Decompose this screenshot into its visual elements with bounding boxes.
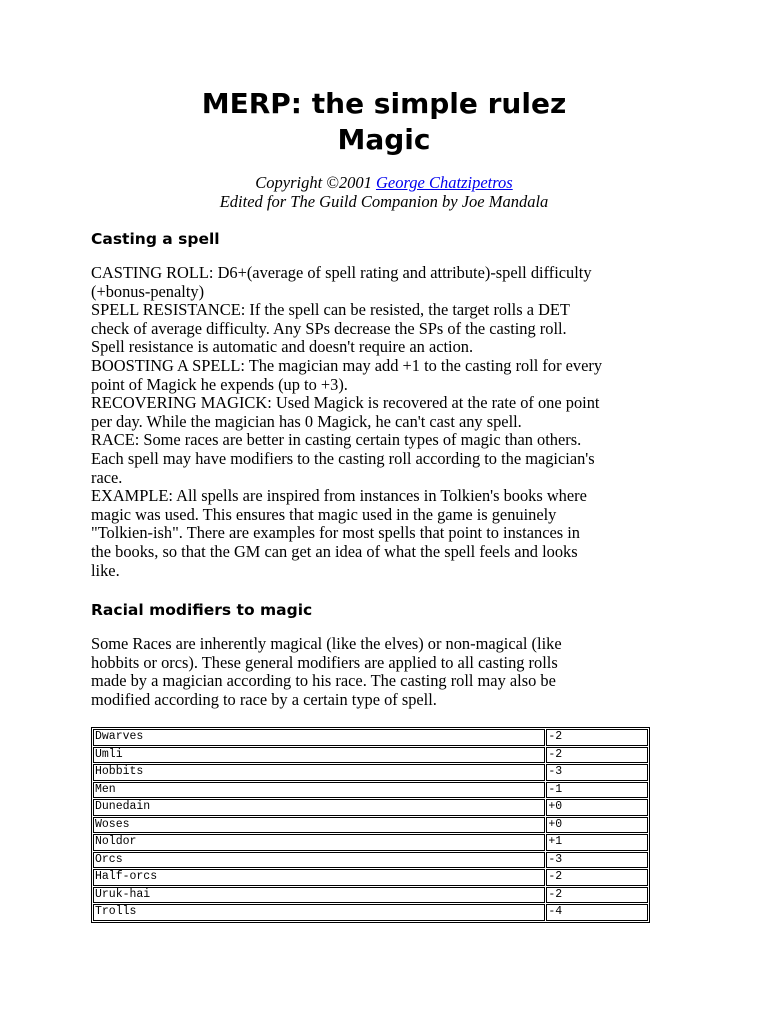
race-cell: Umli [93,747,545,764]
race-cell: Hobbits [93,764,545,781]
race-cell: Trolls [93,904,545,921]
page-title: MERP: the simple rulez [201,87,567,120]
table-row [93,869,648,886]
table-row [93,852,648,869]
text-line: Each spell may have modifiers to the casting roll according to the magician's [91,448,595,468]
modifier-cell: -3 [546,764,648,781]
race-cell: Men [93,782,545,799]
text-line: hobbits or orcs). These general modifiers are applied to all casting rolls [91,652,558,672]
table-row [93,817,648,834]
casting-rules-text [91,264,691,580]
table-row [93,764,648,781]
table-row [93,747,648,764]
racial-modifiers-table [91,727,650,923]
text-line: Some Races are inherently magical (like the elves) or non-magical (like [91,634,562,653]
modifier-cell: -2 [546,869,648,886]
text-line: made by a magician according to his race. The casting roll may also be [91,671,556,691]
race-cell: Dwarves [93,729,545,746]
text-line: "Tolkien-ish". There are examples for most spells that point to instances in [91,523,580,543]
table-row [93,887,648,904]
page-subtitle: Magic [337,123,431,156]
text-line: CASTING ROLL: D6+(average of spell rating and attribute)-spell difficulty [91,263,592,282]
copyright-line [0,173,768,192]
text-line: EXAMPLE: All spells are inspired from instances in Tolkien's books where [91,486,587,506]
text-line: race. [91,467,123,487]
text-line: per day. While the magician has 0 Magick, he can't cast any spell. [91,411,522,431]
race-cell: Uruk-hai [93,887,545,904]
race-cell: Woses [93,817,545,834]
modifier-cell: +1 [546,834,648,851]
text-line: SPELL RESISTANCE: If the spell can be resisted, the target rolls a DET [91,300,570,320]
text-line: BOOSTING A SPELL: The magician may add +1 to the casting roll for every [91,355,603,375]
text-line: point of Magick he expends (up to +3). [91,374,348,394]
text-line: RECOVERING MAGICK: Used Magick is recovered at the rate of one point [91,393,600,413]
text-line: (+bonus-penalty) [91,281,205,301]
table-row [93,799,648,816]
modifier-cell: -2 [546,747,648,764]
text-line: check of average difficulty. Any SPs decrease the SPs of the casting roll. [91,318,567,338]
modifier-cell: +0 [546,817,648,834]
racial-intro-text [91,635,691,709]
modifier-cell: +0 [546,799,648,816]
table-row [93,904,648,921]
table-row [93,782,648,799]
modifier-cell: -2 [546,887,648,904]
race-cell: Noldor [93,834,545,851]
text-line: the books, so that the GM can get an idea of what the spell feels and looks [91,541,578,561]
modifier-cell: -3 [546,852,648,869]
text-line: like. [91,560,120,580]
text-line: modified according to race by a certain type of spell. [91,689,437,709]
section-heading-casting: Casting a spell [91,230,220,248]
modifier-cell: -2 [546,729,648,746]
text-line: magic was used. This ensures that magic used in the game is genuinely [91,504,557,524]
copyright-prefix: Copyright ©2001 [255,173,376,192]
text-line: RACE: Some races are better in casting certain types of magic than others. [91,430,582,450]
text-line: Spell resistance is automatic and doesn't require an action. [91,337,474,357]
edited-by-line: Edited for The Guild Companion by Joe Mandala [219,192,549,211]
modifier-cell: -1 [546,782,648,799]
section-heading-racial: Racial modifiers to magic [91,601,313,619]
table-row [93,834,648,851]
author-link[interactable]: George Chatzipetros [375,173,513,192]
race-cell: Half-orcs [93,869,545,886]
table-row [93,729,648,746]
modifier-cell: -4 [546,904,648,921]
race-cell: Dunedain [93,799,545,816]
race-cell: Orcs [93,852,545,869]
